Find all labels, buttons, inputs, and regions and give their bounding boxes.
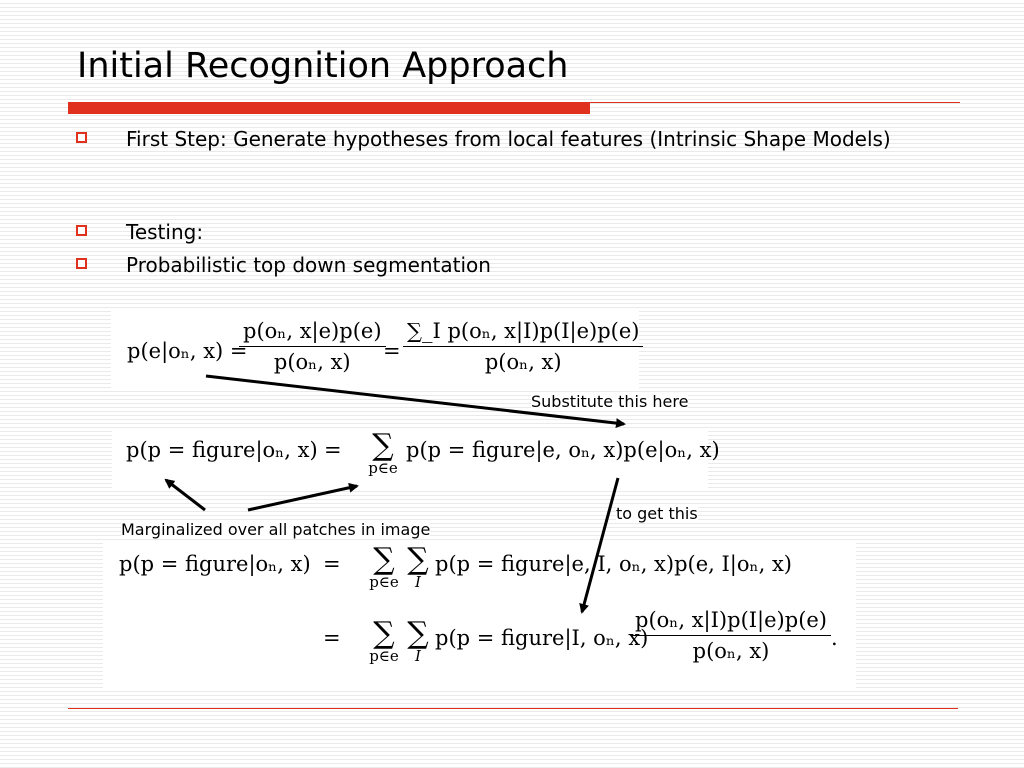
summation-sign: ∑ (407, 616, 429, 651)
annotation-to-get-this: to get this (616, 504, 698, 523)
summation-subscript: p∈e (369, 573, 399, 591)
summation-subscript: I (415, 573, 421, 591)
summation-sign: ∑ (373, 616, 395, 651)
equals-sign: = (324, 438, 342, 462)
fraction-numerator: ∑_I p(oₙ, x|I)p(I|e)p(e) (407, 319, 640, 343)
bullet-text: First Step: Generate hypotheses from local features (Intrinsic Shape Models) (126, 127, 891, 151)
equation-bayes-lhs: p(e|oₙ, x) = (127, 339, 248, 363)
summation-sign: ∑ (407, 542, 429, 577)
annotation-marginalized: Marginalized over all patches in image (121, 520, 431, 539)
equation-final-rhs2: p(p = figure|I, oₙ, x) (435, 626, 649, 650)
arrow-substitute (206, 376, 624, 424)
annotation-substitute: Substitute this here (531, 392, 689, 411)
summation-subscript: p∈e (369, 647, 399, 665)
arrow-marginalized-right (248, 486, 357, 510)
equation-marginal-rhs: p(p = figure|e, oₙ, x)p(e|oₙ, x) (406, 438, 720, 462)
summation-sign: ∑ (372, 428, 394, 463)
equation-final-rhs1: p(p = figure|e, I, oₙ, x)p(e, I|oₙ, x) (435, 552, 792, 576)
fraction-denominator: p(oₙ, x) (273, 350, 351, 374)
fraction-numerator: p(oₙ, x|e)p(e) (243, 319, 382, 343)
footer-rule (68, 708, 958, 709)
bullet-text: Testing: (126, 220, 204, 244)
bullet-text: Probabilistic top down segmentation (126, 253, 491, 277)
arrow-marginalized-left (166, 480, 205, 510)
equation-final-lhs: p(p = figure|oₙ, x) (119, 552, 311, 576)
equation-period: . (831, 626, 838, 650)
fraction-denominator: p(oₙ, x) (484, 350, 562, 374)
summation-sign: ∑ (373, 542, 395, 577)
equals-sign: = (323, 552, 341, 576)
summation-subscript: p∈e (368, 459, 398, 477)
arrow-to-get-this (582, 478, 618, 612)
equals-sign: = (323, 626, 341, 650)
slide-title: Initial Recognition Approach (77, 46, 569, 86)
equals-sign: = (383, 339, 401, 363)
summation-subscript: I (415, 647, 421, 665)
fraction-denominator: p(oₙ, x) (692, 639, 770, 663)
equation-marginal-lhs: p(p = figure|oₙ, x) (126, 438, 318, 462)
fraction-numerator: p(oₙ, x|I)p(I|e)p(e) (635, 608, 828, 632)
